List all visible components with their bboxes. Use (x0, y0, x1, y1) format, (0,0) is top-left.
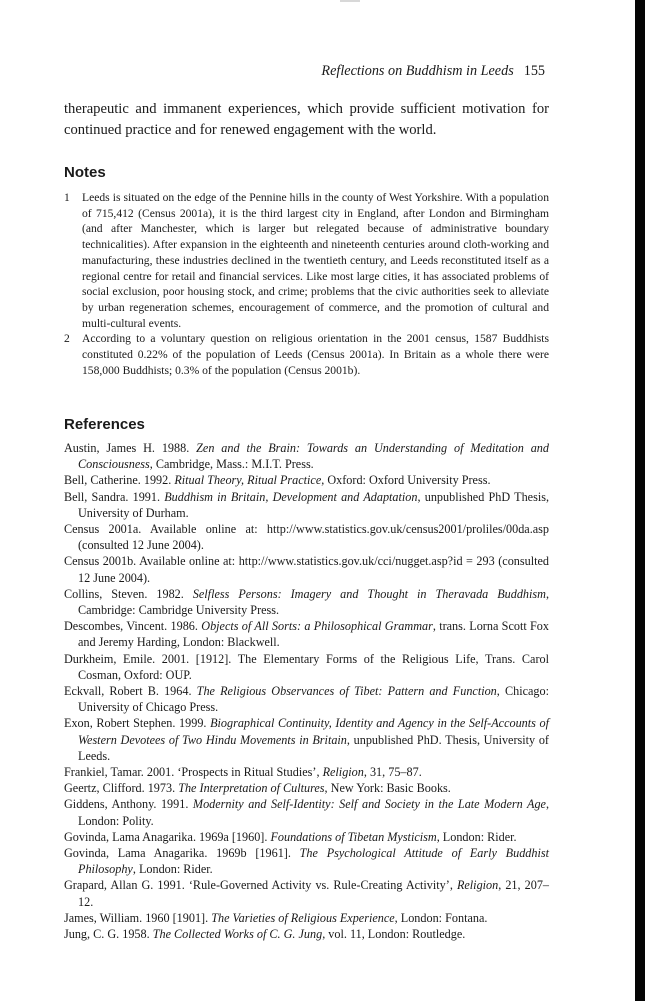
reference-text: Bell, Sandra. 1991. (64, 489, 165, 504)
reference-title: The Religious Observances of Tibet: Pattern and Function (196, 684, 497, 699)
reference-title: The Collected Works of C. G. Jung (152, 927, 323, 942)
reference-text: Austin, James H. 1988. (64, 441, 197, 455)
note-item (64, 331, 549, 378)
reference-text: , Cambridge, Mass.: M.I.T. Press. (149, 457, 314, 472)
reference-text: Collins, Steven. 1982. (64, 586, 193, 601)
reference-text: Descombes, Vincent. 1986. (64, 619, 202, 634)
reference-text: Census 2001b. Available online at: http://www.statistics.gov.uk/cci/nugget.asp?id = 293 (consulted 12 June 2004). (64, 554, 549, 585)
reference-text: , Cambridge: Cambridge University Press. (78, 586, 550, 618)
reference-text: Govinda, Lama Anagarika. 1969b [1961]. (64, 846, 300, 861)
reference-title: Buddhism in Britain, Development and Adaptation (164, 489, 418, 504)
reference-title: Biographical Continuity, Identity and Agency in the Self-Accounts of Western Devotees of Two Hindu Movements in Britain (78, 716, 549, 747)
reference-text: , London: Rider. (436, 829, 517, 844)
note-number: 1 (64, 191, 70, 204)
reference-text: , Chicago: University of Chicago Press. (78, 684, 549, 715)
reference-entry (64, 586, 549, 618)
reference-text: Frankiel, Tamar. 2001. ‘Prospects in Ritual Studies’, (64, 765, 323, 780)
notes-heading: Notes (64, 164, 106, 181)
reference-text: , unpublished PhD Thesis, University of Durham. (78, 489, 550, 520)
references-list (64, 440, 549, 942)
reference-text: Giddens, Anthony. 1991. (64, 797, 193, 812)
reference-entry (64, 489, 549, 521)
reference-entry (64, 877, 549, 909)
reference-title: Modernity and Self-Identity: Self and Society in the Late Modern Age (192, 797, 546, 812)
reference-title: Religion (456, 878, 499, 893)
running-title: Reflections on Buddhism in Leeds (321, 63, 514, 79)
top-edge-mark (340, 0, 360, 2)
notes-list (64, 190, 549, 378)
reference-text: Geertz, Clifford. 1973. (64, 781, 179, 796)
reference-entry (64, 618, 549, 650)
reference-text: Govinda, Lama Anagarika. 1969a [1960]. (64, 829, 271, 844)
reference-title: Ritual Theory, Ritual Practice (174, 473, 322, 488)
note-item (64, 190, 549, 331)
reference-entry (64, 829, 549, 845)
reference-text: Jung, C. G. 1958. (64, 927, 153, 942)
reference-text: , New York: Basic Books. (324, 781, 451, 796)
reference-text: James, William. 1960 [1901]. (64, 910, 212, 925)
reference-title: The Psychological Attitude of Early Buddhist Philosophy (78, 846, 549, 877)
reference-entry (64, 715, 549, 764)
reference-entry (64, 553, 549, 585)
reference-entry (64, 764, 549, 780)
running-header (64, 61, 545, 81)
reference-title: Foundations of Tibetan Mysticism (270, 829, 437, 844)
reference-title: Zen and the Brain: Towards an Understanding of Meditation and Consciousness (78, 441, 549, 472)
reference-entry (64, 796, 549, 828)
references-heading: References (64, 416, 145, 433)
reference-entry (64, 683, 549, 715)
reference-text: , Oxford: Oxford University Press. (321, 473, 491, 488)
reference-entry (64, 780, 549, 796)
reference-entry (64, 926, 549, 942)
reference-text: , London: Rider. (132, 862, 213, 877)
reference-text: , London: Fontana. (394, 910, 488, 925)
reference-title: The Interpretation of Cultures (178, 781, 325, 796)
reference-entry (64, 651, 549, 683)
reference-entry (64, 521, 549, 553)
reference-text: Durkheim, Emile. 2001. [1912]. The Elementary Forms of the Religious Life, Trans. Carol Cosman, Oxford: OUP. (64, 651, 549, 682)
reference-text: , 21, 207–12. (78, 878, 550, 909)
reference-title: Religion (322, 765, 364, 780)
reference-text: , London: Polity. (78, 797, 550, 828)
reference-text: Census 2001a. Available online at: http://www.statistics.gov.uk/census2001/proliles/00da.asp (consulted 12 June 2004). (64, 522, 549, 553)
reference-text: Exon, Robert Stephen. 1999. (64, 716, 211, 731)
reference-text: , trans. Lorna Scott Fox and Jeremy Harding, London: Blackwell. (78, 619, 549, 650)
reference-text: , vol. 11, London: Routledge. (322, 927, 466, 942)
reference-text: , unpublished PhD. Thesis, University of Leeds. (78, 732, 549, 763)
continued-paragraph: therapeutic and immanent experiences, which provide sufficient motivation for continued practice and for renewed engagement with the world. (64, 101, 549, 138)
reference-title: The Varieties of Religious Experience (211, 910, 395, 925)
note-number: 2 (64, 332, 70, 346)
note-text: According to a voluntary question on religious orientation in the 2001 census, 1587 Buddhists constituted 0.22% of the population of Leeds (Census 2001a). In Britain as a whole there were 158,000 Buddhists; 0.3% of the population (Census 2001b). (82, 332, 549, 377)
page-number: 155 (523, 63, 545, 79)
reference-text: Eckvall, Robert B. 1964. (64, 684, 197, 699)
scan-edge-bar (635, 0, 645, 1001)
reference-entry (64, 910, 549, 926)
reference-entry (64, 472, 549, 488)
reference-entry (64, 845, 549, 877)
note-text: Leeds is situated on the edge of the Pennine hills in the county of West Yorkshire. With a population of 715,412 (Census 2001a), it is the third largest city in England, after London and Birmingham (and after Manchester, which is larger but relegated because of administrative boundary technicalities). After expansion in the eighteenth and nineteenth centuries around cloth-working and manufacturing, these industries declined in the twentieth century, and Leeds reconstituted itself as a regional centre for retail and financial services. Like most large cities, it has associated problems of social exclusion, poor housing stock, and crime; problems that the civic authorities seek to alleviate by urban regeneration schemes, encouragement of commerce, and the promotion of cultural and multi-cultural events. (82, 191, 549, 330)
reference-text: Grapard, Allan G. 1991. ‘Rule-Governed Activity vs. Rule-Creating Activity’, (64, 878, 457, 893)
reference-title: Objects of All Sorts: a Philosophical Grammar (201, 619, 433, 634)
reference-title: Selfless Persons: Imagery and Thought in Theravada Buddhism (192, 586, 546, 601)
reference-text: , 31, 75–87. (363, 765, 422, 780)
reference-entry (64, 440, 549, 472)
reference-text: Bell, Catherine. 1992. (64, 473, 175, 488)
